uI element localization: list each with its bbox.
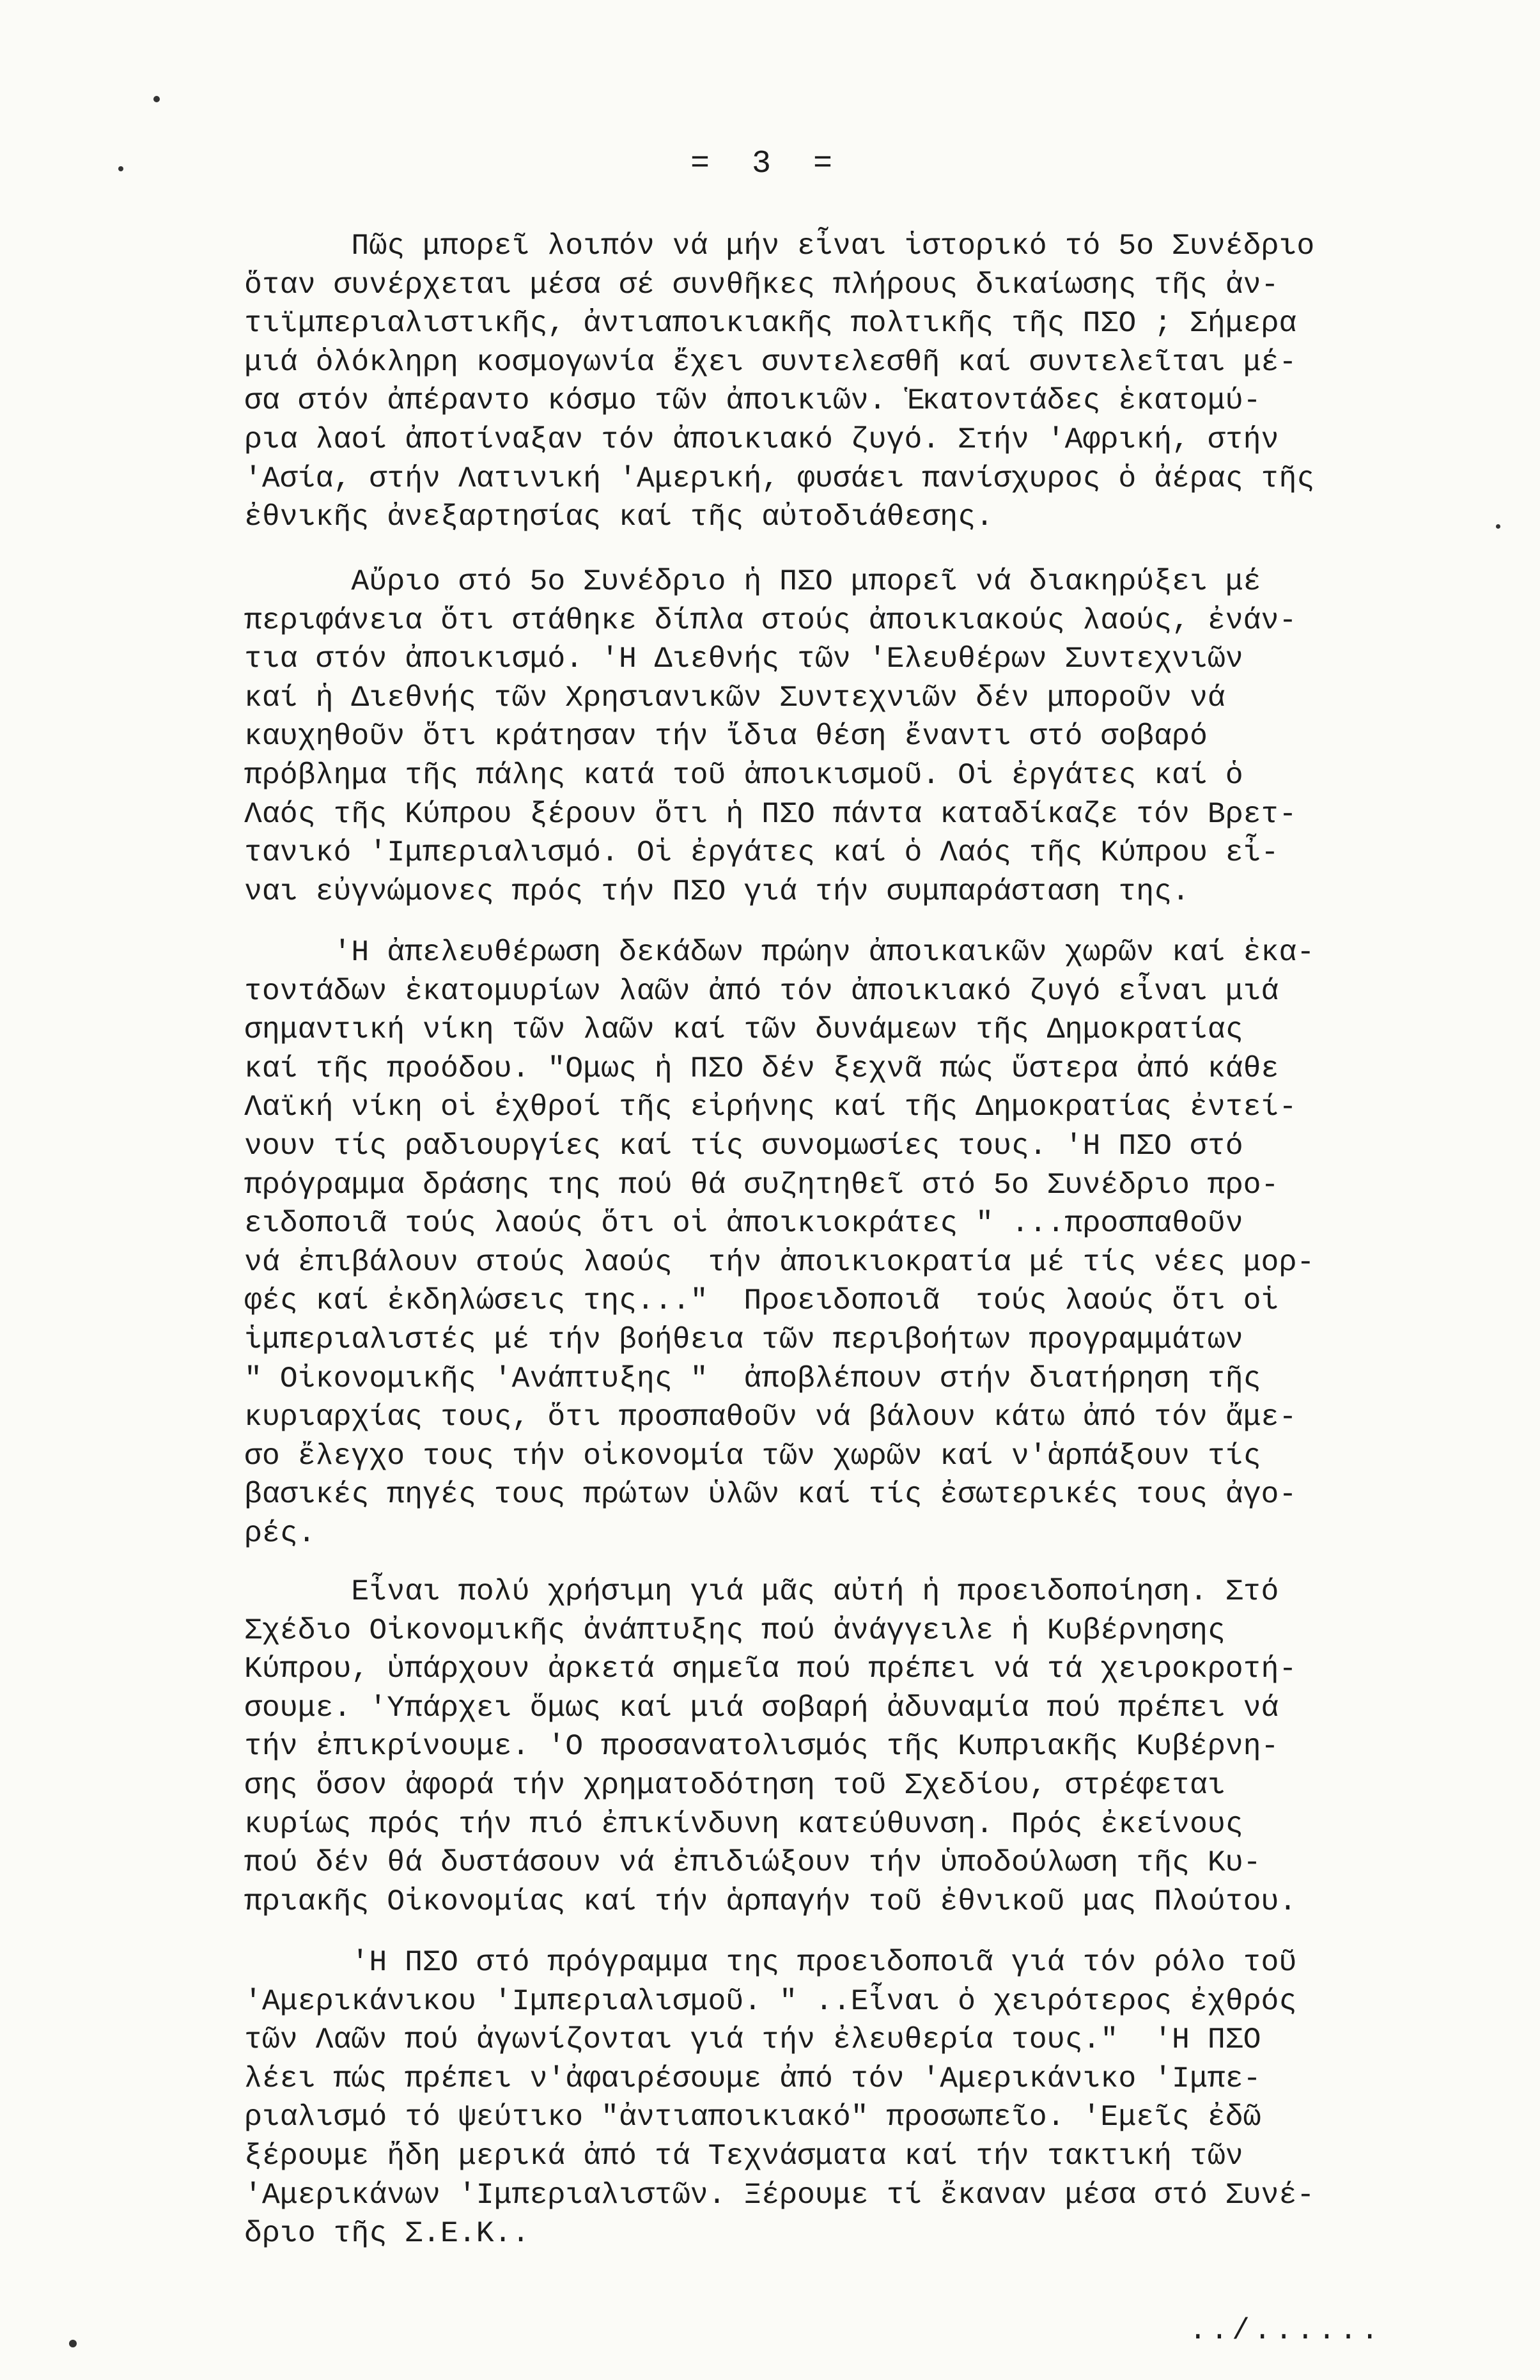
- paragraph-5: 'Η ΠΣΟ στό πρόγραμμα της προειδοποιᾶ γιά τόν ρόλο τοῦ 'Αμερικάνικου 'Ιμπεριαλισμοῦ. " ..Εἶναι ὁ χειρότερος ἐχθρός τῶν Λαῶν πού ἀγωνίζονται γιά τήν ἐλευθερία τους." 'Η ΠΣΟ λέει πώς πρέπει ν'ἀφαιρέσουμε ἀπό τόν 'Αμερικάνικο 'Ιμπε- ριαλισμό τό ψεύτικο "ἀντιαποικιακό" προσωπεῖο. 'Εμεῖς ἐδῶ ξέρουμε ἤδη μερικά ἀπό τά Τεχνάσματα καί τήν τακτική τῶν 'Αμερικάνων 'Ιμπεριαλιστῶν. Ξέρουμε τί ἔκαναν μέσα στό Συνέ- δριο τῆς Σ.Ε.Κ..: [244, 1945, 1315, 2251]
- scan-speck: [153, 96, 160, 102]
- paragraph-2: Αὔριο στό 5ο Συνέδριο ἡ ΠΣΟ μπορεῖ νά διακηρύξει μέ περιφάνεια ὅτι στάθηκε δίπλα στούς ἀποικιακούς λαούς, ἐνάν- τια στόν ἀποικισμό. 'Η Διεθνής τῶν 'Ελευθέρων Συντεχνιῶν καί ἡ Διεθνής τῶν Χρησιανικῶν Συντεχνιῶν δέν μποροῦν νά καυχηθοῦν ὅτι κράτησαν τήν ἴδια θέση ἔναντι στό σοβαρό πρόβλημα τῆς πάλης κατά τοῦ ἀποικισμοῦ. Οἱ ἐργάτες καί ὁ Λαός τῆς Κύπρου ξέρουν ὅτι ἡ ΠΣΟ πάντα καταδίκαζε τόν Βρετ- τανικό 'Ιμπεριαλισμό. Οἱ ἐργάτες καί ὁ Λαός τῆς Κύπρου εἶ- ναι εὐγνώμονες πρός τήν ΠΣΟ γιά τήν συμπαράσταση της.: [244, 564, 1297, 908]
- page-number: = 3 =: [690, 146, 844, 182]
- scan-speck: [118, 166, 123, 171]
- scan-speck: [69, 2340, 77, 2347]
- continuation-mark: ../......: [1189, 2314, 1383, 2347]
- paragraph-4: Εἶναι πολύ χρήσιμη γιά μᾶς αὐτή ἡ προειδοποίηση. Στό Σχέδιο Οἰκονομικῆς ἀνάπτυξης πού ἀνάγγειλε ἡ Κυβέρνησης Κύπρου, ὑπάρχουν ἀρκετά σημεῖα πού πρέπει νά τά χειροκροτή- σουμε. 'Υπάρχει ὅμως καί μιά σοβαρή ἀδυναμία πού πρέπει νά τήν ἐπικρίνουμε. 'Ο προσανατολισμός τῆς Κυπριακῆς Κυβέρνη- σης ὅσον ἀφορά τήν χρηματοδότηση τοῦ Σχεδίου, στρέφεται κυρίως πρός τήν πιό ἐπικίνδυνη κατεύθυνση. Πρός ἐκείνους πού δέν θά δυστάσουν νά ἐπιδιώξουν τήν ὑποδούλωση τῆς Κυ- πριακῆς Οἰκονομίας καί τήν ἁρπαγήν τοῦ ἐθνικοῦ μας Πλούτου.: [244, 1575, 1297, 1918]
- paragraph-1: Πῶς μπορεῖ λοιπόν νά μήν εἶναι ἱστορικό τό 5ο Συνέδριο ὅταν συνέρχεται μέσα σέ συνθῆκες πλήρους δικαίωσης τῆς ἀν- τιϊμπεριαλιστικῆς, ἀντιαποικιακῆς πολτικῆς τῆς ΠΣΟ ; Σήμερα μιά ὁλόκληρη κοσμογωνία ἔχει συντελεσθῆ καί συντελεῖται μέ- σα στόν ἀπέραντο κόσμο τῶν ἀποικιῶν. Ἑκατοντάδες ἑκατομύ- ρια λαοί ἀποτίναξαν τόν ἀποικιακό ζυγό. Στήν 'Αφρική, στήν 'Ασία, στήν Λατινική 'Αμερική, φυσάει πανίσχυρος ὁ ἀέρας τῆς ἐθνικῆς ἀνεξαρτησίας καί τῆς αὐτοδιάθεσης.: [244, 229, 1315, 534]
- paragraph-3: 'Η ἀπελευθέρωση δεκάδων πρώην ἀποικαικῶν χωρῶν καί ἑκα- τοντάδων ἑκατομυρίων λαῶν ἀπό τόν ἀποικιακό ζυγό εἶναι μιά σημαντική νίκη τῶν λαῶν καί τῶν δυνάμεων τῆς Δημοκρατίας καί τῆς προόδου. "Ομως ἡ ΠΣΟ δέν ξεχνᾶ πώς ὕστερα ἀπό κάθε Λαϊκή νίκη οἱ ἐχθροί τῆς εἰρήνης καί τῆς Δημοκρατίας ἐντεί- νουν τίς ραδιουργίες καί τίς συνομωσίες τους. 'Η ΠΣΟ στό πρόγραμμα δράσης της πού θά συζητηθεῖ στό 5ο Συνέδριο προ- ειδοποιᾶ τούς λαούς ὅτι οἱ ἀποικιοκράτες " ...προσπαθοῦν νά ἐπιβάλουν στούς λαούς τήν ἀποικιοκρατία μέ τίς νέες μορ- φές καί ἐκδηλώσεις της..." Προειδοποιᾶ τούς λαούς ὅτι οἱ ἱμπεριαλιστές μέ τήν βοήθεια τῶν περιβοήτων προγραμμάτων " Οἰκονομικῆς 'Ανάπτυξης " ἀποβλέπουν στήν διατήρηση τῆς κυριαρχίας τους, ὅτι προσπαθοῦν νά βάλουν κάτω ἀπό τόν ἄμε- σο ἔλεγχο τους τήν οἰκονομία τῶν χωρῶν καί ν'ἁρπάξουν τίς βασικές πηγές τους πρώτων ὑλῶν καί τίς ἐσωτερικές τους ἀγο- ρές.: [244, 935, 1315, 1550]
- scan-speck: [1496, 524, 1500, 529]
